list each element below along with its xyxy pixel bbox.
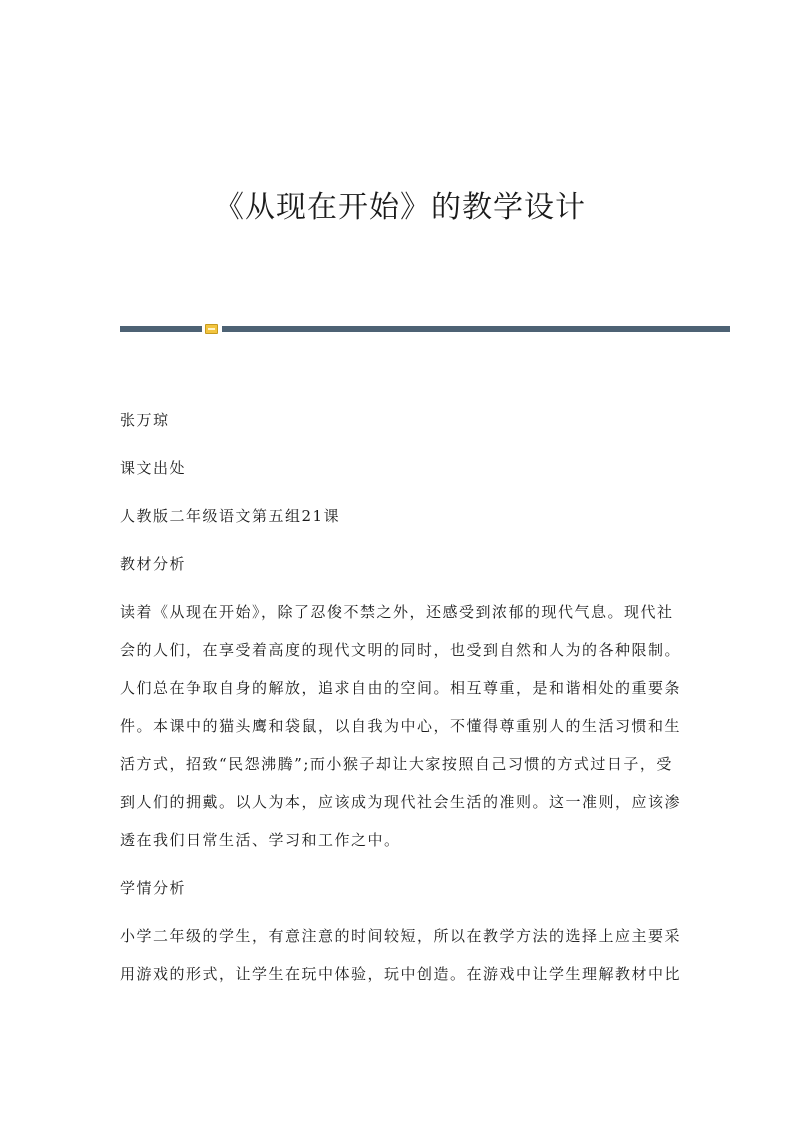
title-divider	[120, 325, 730, 333]
paragraph-line: 活方式，招致“民怨沸腾”;而小猴子却让大家按照自己习惯的方式过日子，受	[120, 755, 673, 773]
source-heading: 课文出处	[120, 459, 187, 477]
material-heading: 教材分析	[120, 555, 187, 573]
paragraph-line: 用游戏的形式，让学生在玩中体验，玩中创造。在游戏中让学生理解教材中比	[120, 965, 682, 983]
document-title: 《从现在开始》的教学设计	[214, 190, 586, 225]
paragraph-line: 到人们的拥戴。以人为本，应该成为现代社会生活的准则。这一准则，应该渗	[120, 793, 682, 811]
students-paragraph	[120, 920, 690, 990]
author-name: 张万琼	[120, 411, 170, 429]
source-text: 人教版二年级语文第五组21课	[120, 507, 341, 525]
students-heading: 学情分析	[120, 879, 187, 897]
paragraph-line: 小学二年级的学生，有意注意的时间较短，所以在教学方法的选择上应主要采	[120, 927, 682, 945]
paragraph-line: 透在我们日常生活、学习和工作之中。	[120, 831, 401, 849]
divider-bar-left	[120, 326, 202, 332]
paragraph-line: 会的人们，在享受着高度的现代文明的同时，也受到自然和人为的各种限制。	[120, 641, 682, 659]
material-paragraph	[120, 596, 690, 856]
divider-emblem-icon	[205, 324, 218, 334]
document-body	[120, 404, 690, 1006]
paragraph-line: 读着《从现在开始》，除了忍俊不禁之外，还感受到浓郁的现代气息。现代社	[120, 603, 674, 621]
paragraph-line: 件。本课中的猫头鹰和袋鼠，以自我为中心，不懂得尊重别人的生活习惯和生	[120, 717, 682, 735]
divider-bar-right	[222, 326, 730, 332]
paragraph-line: 人们总在争取自身的解放，追求自由的空间。相互尊重，是和谐相处的重要条	[120, 679, 682, 697]
